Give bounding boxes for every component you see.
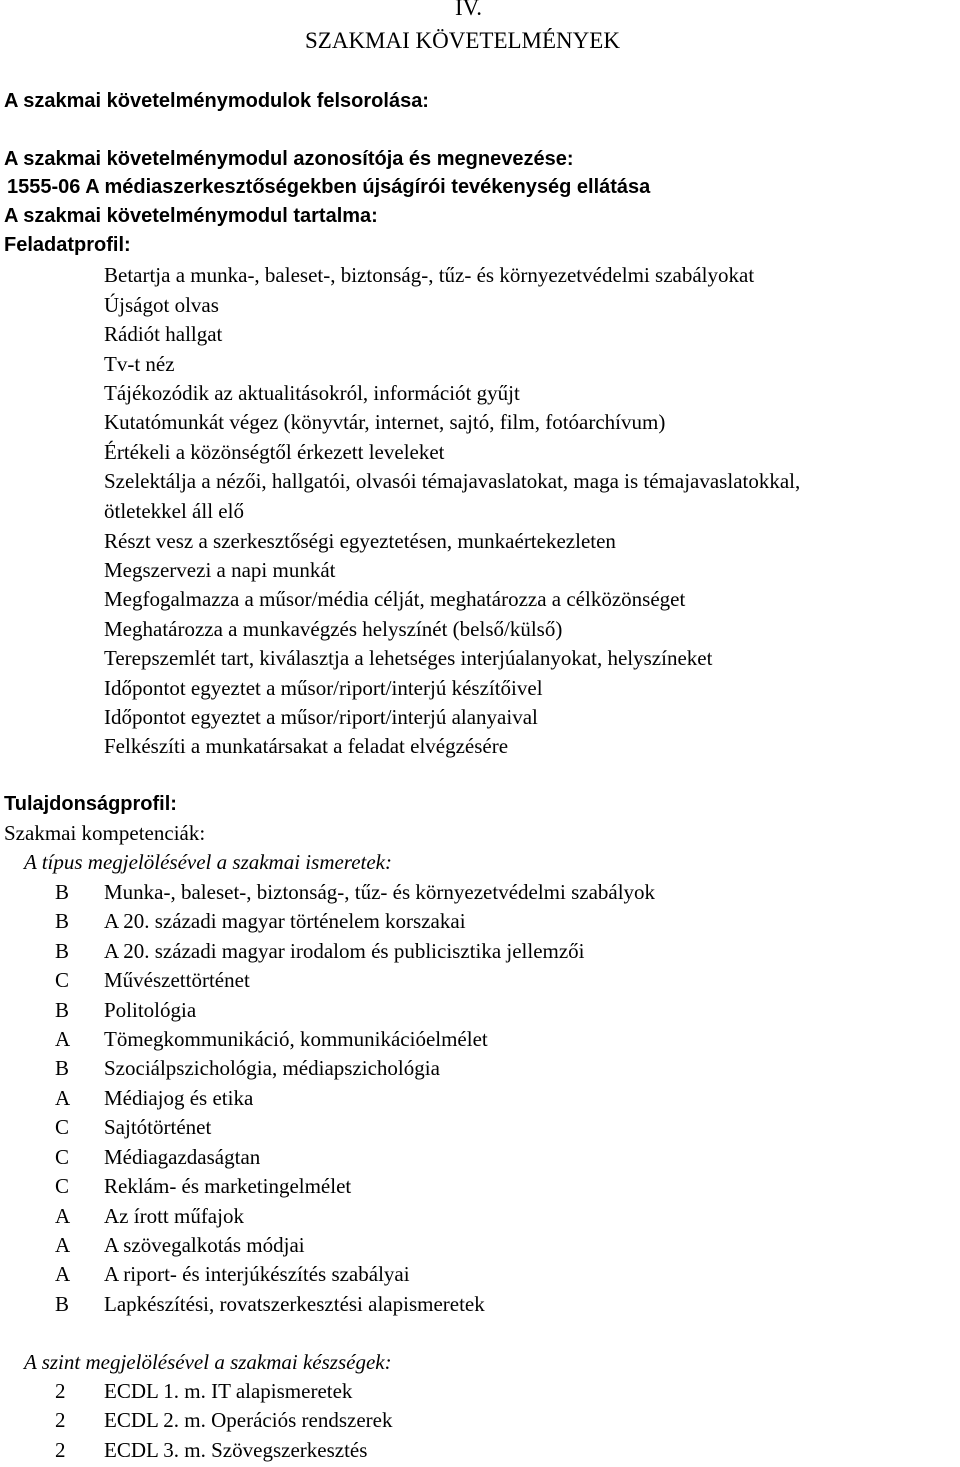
knowledge-label: Lapkészítési, rovatszerkesztési alapismeretek xyxy=(104,1292,485,1316)
knowledge-label: Munka-, baleset-, biztonság-, tűz- és környezetvédelmi szabályok xyxy=(104,880,656,904)
skill-level: 2 xyxy=(55,1438,66,1462)
knowledge-type: C xyxy=(55,1115,70,1139)
list-item xyxy=(0,1173,960,1199)
knowledge-label: Médiagazdaságtan xyxy=(104,1145,261,1169)
list-item xyxy=(0,908,960,934)
task-item: Betartja a munka-, baleset-, biztonság-, tűz- és környezetvédelmi szabályokat xyxy=(104,263,755,287)
skill-label: ECDL 2. m. Operációs rendszerek xyxy=(104,1408,393,1432)
task-item: ötletekkel áll elő xyxy=(104,499,244,523)
knowledge-type: B xyxy=(55,1292,70,1316)
list-item xyxy=(0,1055,960,1081)
list-item xyxy=(0,1437,960,1463)
module-id-value: 1555-06 A médiaszerkesztőségekben újságírói tevékenység ellátása xyxy=(7,176,651,198)
skill-level: 2 xyxy=(55,1408,66,1432)
list-item xyxy=(0,1203,960,1229)
list-item xyxy=(0,1114,960,1140)
list-item xyxy=(0,1232,960,1258)
list-item xyxy=(0,1407,960,1433)
task-item: Meghatározza a munkavégzés helyszínét (belső/külső) xyxy=(104,617,563,641)
list-item xyxy=(0,1378,960,1404)
list-item xyxy=(0,1261,960,1287)
knowledge-label: A riport- és interjúkészítés szabályai xyxy=(104,1262,410,1286)
knowledge-label: Szociálpszichológia, médiapszichológia xyxy=(104,1056,440,1080)
task-item: Megszervezi a napi munkát xyxy=(104,558,336,582)
task-item: Tv-t néz xyxy=(104,352,175,376)
knowledge-type: A xyxy=(55,1027,71,1051)
task-item: Kutatómunkát végez (könyvtár, internet, sajtó, film, fotóarchívum) xyxy=(104,410,666,434)
skill-level: 2 xyxy=(55,1379,66,1403)
task-item: Terepszemlét tart, kiválasztja a lehetséges interjúalanyokat, helyszíneket xyxy=(104,646,713,670)
list-item xyxy=(0,1144,960,1170)
knowledge-type: A xyxy=(55,1204,71,1228)
knowledge-type: B xyxy=(55,998,70,1022)
knowledge-label: Tömegkommunikáció, kommunikációelmélet xyxy=(104,1027,488,1051)
knowledge-type: B xyxy=(55,909,70,933)
chapter-number: IV. xyxy=(455,0,483,20)
knowledge-type: C xyxy=(55,968,70,992)
task-item: Időpontot egyeztet a műsor/riport/interjú készítőivel xyxy=(104,676,543,700)
knowledge-type: C xyxy=(55,1145,70,1169)
list-item xyxy=(0,879,960,905)
task-profile-heading: Feladatprofil: xyxy=(4,234,131,256)
module-list-heading: A szakmai követelménymodulok felsorolása: xyxy=(4,90,429,112)
knowledge-type: B xyxy=(55,939,70,963)
skill-label: ECDL 3. m. Szövegszerkesztés xyxy=(104,1438,368,1462)
skills-heading: A szint megjelölésével a szakmai készségek: xyxy=(24,1350,392,1374)
list-item xyxy=(0,1291,960,1317)
skill-label: ECDL 1. m. IT alapismeretek xyxy=(104,1379,353,1403)
knowledge-label: Sajtótörténet xyxy=(104,1115,212,1139)
knowledge-label: A szövegalkotás módjai xyxy=(104,1233,305,1257)
competencies-label: Szakmai kompetenciák: xyxy=(4,821,206,845)
list-item xyxy=(0,997,960,1023)
knowledge-label: Az írott műfajok xyxy=(104,1204,244,1228)
task-item: Részt vesz a szerkesztőségi egyeztetésen, munkaértekezleten xyxy=(104,529,616,553)
knowledge-label: A 20. századi magyar történelem korszakai xyxy=(104,909,466,933)
knowledge-type: A xyxy=(55,1262,71,1286)
task-item: Tájékozódik az aktualitásokról, információt gyűjt xyxy=(104,381,520,405)
list-item xyxy=(0,938,960,964)
task-item: Újságot olvas xyxy=(104,293,219,317)
task-item: Értékeli a közönségtől érkezett leveleket xyxy=(104,440,445,464)
knowledge-type: A xyxy=(55,1086,71,1110)
knowledge-type: B xyxy=(55,880,70,904)
chapter-title: SZAKMAI KÖVETELMÉNYEK xyxy=(305,28,620,53)
module-id-heading: A szakmai követelménymodul azonosítója és megnevezése: xyxy=(4,148,574,170)
task-item: Rádiót hallgat xyxy=(104,322,223,346)
knowledge-label: A 20. századi magyar irodalom és publicisztika jellemzői xyxy=(104,939,585,963)
knowledge-type: C xyxy=(55,1174,70,1198)
property-profile-heading: Tulajdonságprofil: xyxy=(4,793,177,815)
knowledge-heading: A típus megjelölésével a szakmai ismeretek: xyxy=(24,850,392,874)
task-item: Szelektálja a nézői, hallgatói, olvasói témajavaslatokat, maga is témajavaslatokkal, xyxy=(104,469,801,493)
knowledge-label: Reklám- és marketingelmélet xyxy=(104,1174,352,1198)
task-item: Időpontot egyeztet a műsor/riport/interjú alanyaival xyxy=(104,705,538,729)
knowledge-label: Médiajog és etika xyxy=(104,1086,254,1110)
knowledge-label: Művészettörténet xyxy=(104,968,250,992)
list-item xyxy=(0,1026,960,1052)
knowledge-type: A xyxy=(55,1233,71,1257)
list-item xyxy=(0,967,960,993)
knowledge-type: B xyxy=(55,1056,70,1080)
knowledge-label: Politológia xyxy=(104,998,197,1022)
list-item xyxy=(0,1085,960,1111)
module-content-heading: A szakmai követelménymodul tartalma: xyxy=(4,205,378,227)
task-item: Felkészíti a munkatársakat a feladat elvégzésére xyxy=(104,734,509,758)
task-item: Megfogalmazza a műsor/média célját, meghatározza a célközönséget xyxy=(104,587,686,611)
